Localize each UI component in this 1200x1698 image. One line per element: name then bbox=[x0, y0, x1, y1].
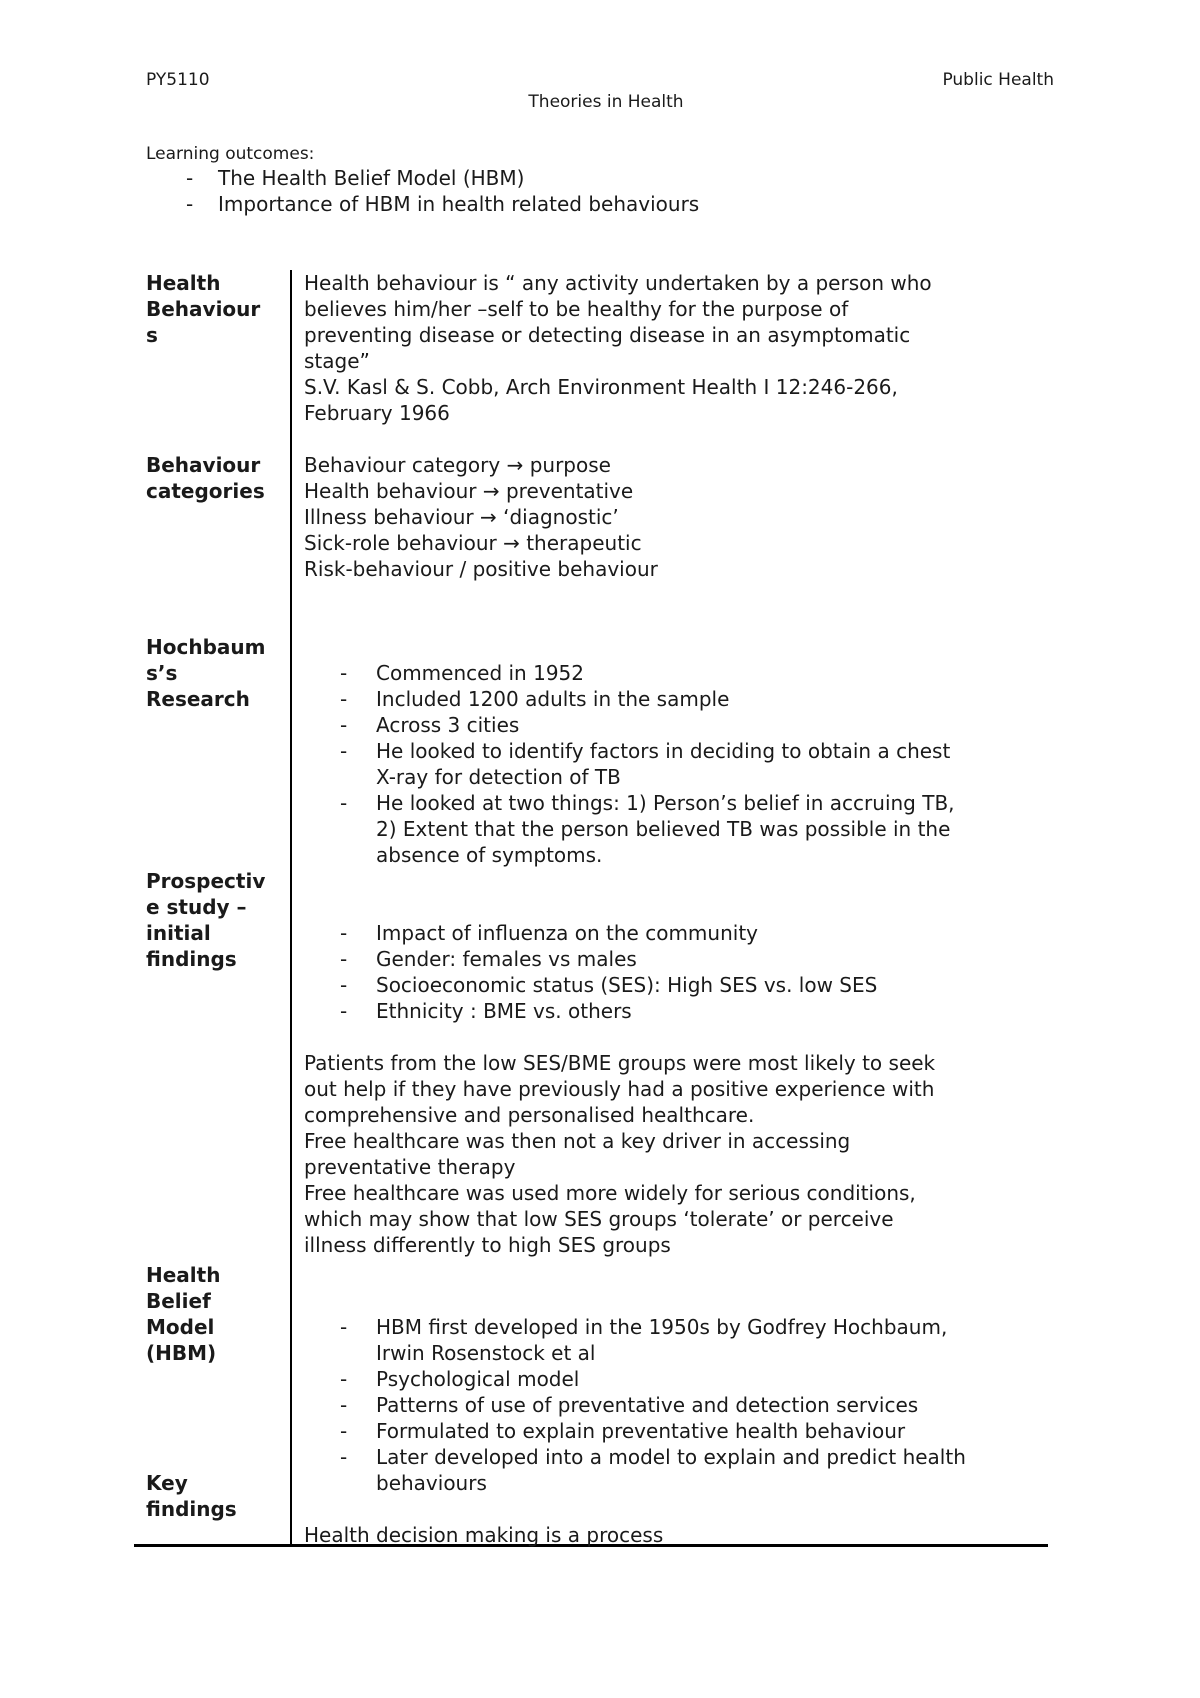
body-line: which may show that low SES groups ‘tolerate’ or perceive bbox=[304, 1207, 894, 1231]
body-line: Free healthcare was then not a key driver in accessing bbox=[304, 1129, 851, 1153]
list-item: - HBM first developed in the 1950s by Godfrey Hochbaum, Irwin Rosenstock et al bbox=[340, 1315, 948, 1365]
learning-outcomes-label: Learning outcomes: bbox=[146, 144, 315, 164]
category-line: Sick-role behaviour → therapeutic bbox=[304, 531, 642, 555]
body-line: Health behaviour is “ any activity undertaken by a person who bbox=[304, 271, 932, 295]
category-line: Illness behaviour → ‘diagnostic’ bbox=[304, 505, 619, 529]
citation-line: February 1966 bbox=[304, 401, 450, 425]
list-item: - Socioeconomic status (SES): High SES vs. low SES bbox=[340, 973, 878, 997]
label-key-findings: Key findings bbox=[146, 1471, 237, 1521]
course-code: PY5110 bbox=[146, 70, 210, 90]
body-line: Patients from the low SES/BME groups were most likely to seek bbox=[304, 1051, 936, 1075]
list-item: - Impact of influenza on the community bbox=[340, 921, 758, 945]
body-line: preventative therapy bbox=[304, 1155, 516, 1179]
list-item: - Psychological model bbox=[340, 1367, 580, 1391]
subject-name: Public Health bbox=[942, 70, 1054, 90]
category-line: Risk-behaviour / positive behaviour bbox=[304, 557, 658, 581]
label-hbm: Health Belief Model (HBM) bbox=[146, 1263, 221, 1365]
body-line: comprehensive and personalised healthcare. bbox=[304, 1103, 755, 1127]
body-line: preventing disease or detecting disease in an asymptomatic bbox=[304, 323, 911, 347]
list-item: - Across 3 cities bbox=[340, 713, 520, 737]
page-title: Theories in Health bbox=[528, 92, 684, 112]
learning-outcome-item: - The Health Belief Model (HBM) bbox=[186, 166, 525, 190]
list-item: - Later developed into a model to explain and predict health behaviours bbox=[340, 1445, 966, 1495]
list-item: - Commenced in 1952 bbox=[340, 661, 584, 685]
citation-line: S.V. Kasl & S. Cobb, Arch Environment Health I 12:246-266, bbox=[304, 375, 898, 399]
label-health-behaviours: Health Behaviour s bbox=[146, 271, 261, 347]
learning-outcome-item: - Importance of HBM in health related behaviours bbox=[186, 192, 700, 216]
body-line: illness differently to high SES groups bbox=[304, 1233, 671, 1257]
body-line: believes him/her –self to be healthy for the purpose of bbox=[304, 297, 849, 321]
key-finding-line: Health decision making is a process bbox=[304, 1523, 664, 1547]
category-line: Behaviour category → purpose bbox=[304, 453, 611, 477]
label-hochbaum-research: Hochbaum s’s Research bbox=[146, 635, 266, 711]
list-item: - Formulated to explain preventative health behaviour bbox=[340, 1419, 906, 1443]
category-line: Health behaviour → preventative bbox=[304, 479, 634, 503]
list-item: - Included 1200 adults in the sample bbox=[340, 687, 730, 711]
list-item: - Gender: females vs males bbox=[340, 947, 637, 971]
body-line: stage” bbox=[304, 349, 370, 373]
list-item: - He looked at two things: 1) Person’s belief in accruing TB, 2) Extent that the person believed TB was possible in the absence of symptoms. bbox=[340, 791, 955, 867]
label-prospective-study: Prospectiv e study – initial findings bbox=[146, 869, 266, 971]
label-behaviour-categories: Behaviour categories bbox=[146, 453, 265, 503]
body-line: out help if they have previously had a positive experience with bbox=[304, 1077, 935, 1101]
list-item: - He looked to identify factors in deciding to obtain a chest X-ray for detection of TB bbox=[340, 739, 951, 789]
body-line: Free healthcare was used more widely for serious conditions, bbox=[304, 1181, 916, 1205]
list-item: - Patterns of use of preventative and detection services bbox=[340, 1393, 919, 1417]
list-item: - Ethnicity : BME vs. others bbox=[340, 999, 632, 1023]
